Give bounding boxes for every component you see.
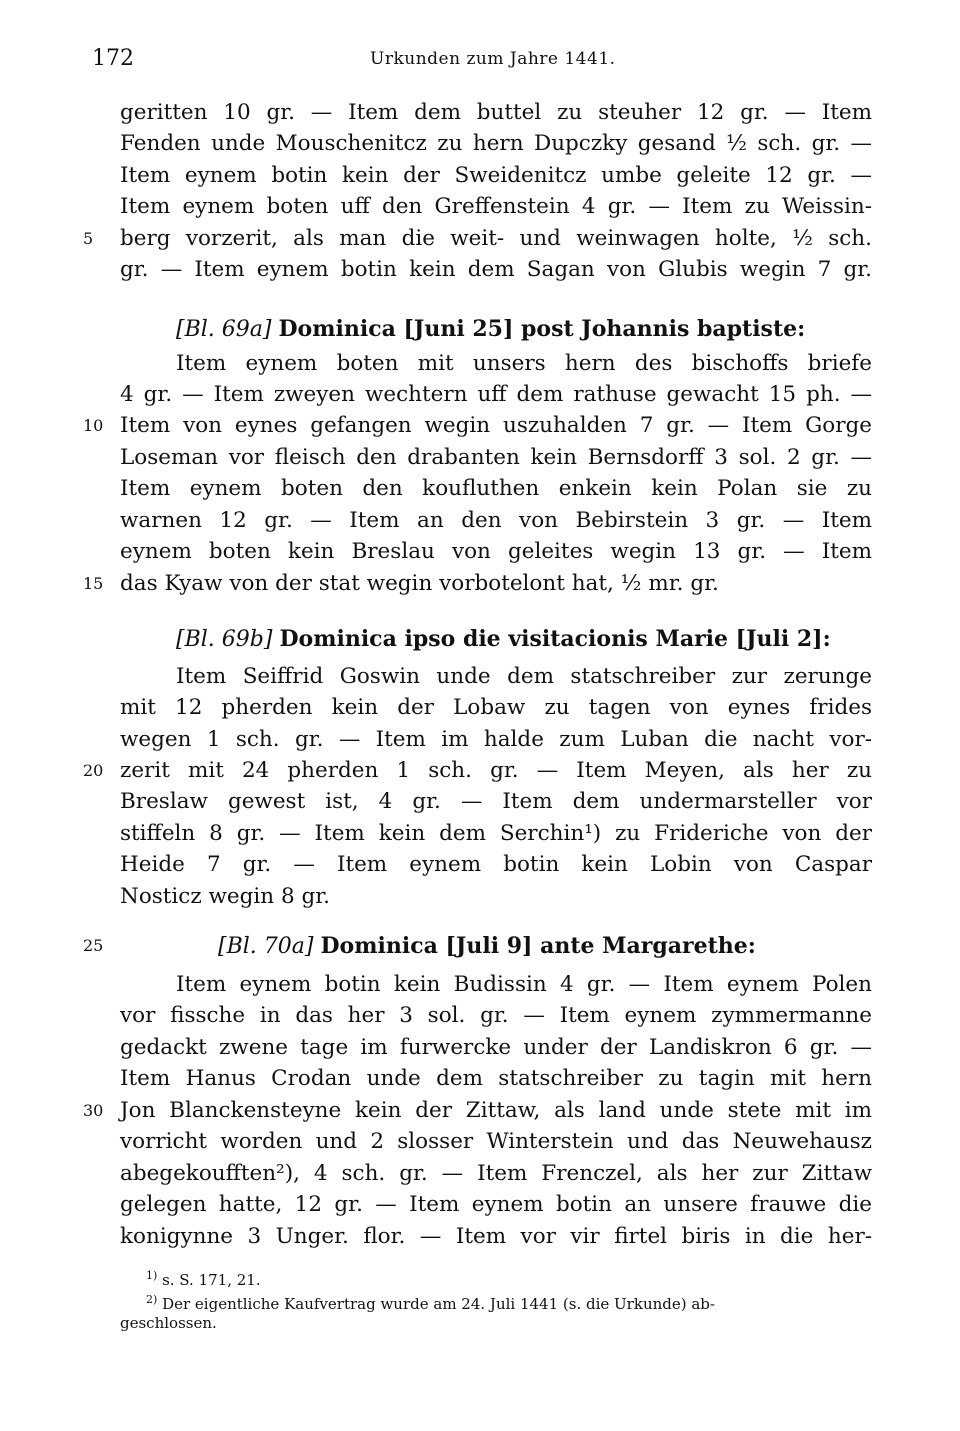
text-line: konigynne 3 Unger. flor. — Item vor vir firtel biris in die her- [120,1224,872,1249]
text-line: abegekoufften²), 4 sch. gr. — Item Frenczel, als her zur Zittaw [120,1161,872,1186]
text-line: gedackt zwene tage im furwercke under der Landiskron 6 gr. — [120,1035,872,1060]
folio-reference: [Bl. 69b] [176,627,273,652]
text-line: das Kyaw von der stat wegin vorbotelont hat, ½ mr. gr. [120,571,719,596]
text-line: Item eynem botin kein der Sweidenitcz umbe geleite 12 gr. — [120,163,872,188]
line-number: 30 [83,1101,104,1120]
footnote-2 [146,1288,715,1316]
text-line: vorricht worden und 2 slosser Winterstein und das Neuwehausz [120,1129,872,1154]
text-line: berg vorzerit, als man die weit- und weinwagen holte, ½ sch. [120,226,872,251]
text-line: Item von eynes gefangen wegin uszuhalden 7 gr. — Item Gorge [120,413,872,438]
text-line: Loseman vor fleisch den drabanten kein Bernsdorff 3 sol. 2 gr. — [120,445,872,470]
section-heading [218,929,756,963]
running-title: Urkunden zum Jahre 1441. [370,49,616,69]
line-number: 25 [83,936,104,955]
footnote-2-continuation: geschlossen. [120,1314,217,1332]
text-line: eynem boten kein Breslau von geleites wegin 13 gr. — Item [120,539,872,564]
text-line: Item eynem boten uff den Greffenstein 4 gr. — Item zu Weissin- [120,194,872,219]
text-line: Item eynem boten den koufluthen enkein kein Polan sie zu [120,476,872,501]
text-line: gr. — Item eynem botin kein dem Sagan von Glubis wegin 7 gr. [120,257,872,282]
text-line: 4 gr. — Item zweyen wechtern uff dem rathuse gewacht 15 ph. — [120,382,872,407]
text-line: stiffeln 8 gr. — Item kein dem Serchin¹) zu Frideriche von der [120,821,872,846]
text-line: mit 12 pherden kein der Lobaw zu tagen von eynes frides [120,695,872,720]
footnote-marker: 2) [146,1293,158,1306]
footnote-text: Der eigentliche Kaufvertrag wurde am 24. Juli 1441 (s. die Urkunde) ab- [162,1295,715,1313]
text-line: Item Hanus Crodan unde dem statschreiber zu tagin mit hern [120,1066,872,1091]
page-number: 172 [92,46,134,71]
section-title: Dominica [Juli 9] ante Margarethe: [320,933,756,959]
text-line: wegen 1 sch. gr. — Item im halde zum Luban die nacht vor- [120,727,872,752]
folio-reference: [Bl. 69a] [176,317,272,342]
text-line: Item eynem botin kein Budissin 4 gr. — Item eynem Polen [176,972,872,997]
text-line: zerit mit 24 pherden 1 sch. gr. — Item Meyen, als her zu [120,758,872,783]
text-line: Breslaw gewest ist, 4 gr. — Item dem undermarsteller vor [120,789,872,814]
text-line: Fenden unde Mouschenitcz zu hern Dupczky gesand ½ sch. gr. — [120,131,872,156]
section-heading [176,312,805,346]
text-line: Heide 7 gr. — Item eynem botin kein Lobin von Caspar [120,852,872,877]
footnote-marker: 1) [146,1269,158,1282]
text-line: warnen 12 gr. — Item an den von Bebirstein 3 gr. — Item [120,508,872,533]
folio-reference: [Bl. 70a] [218,934,314,959]
footnote-text: s. S. 171, 21. [162,1271,261,1289]
section-heading [176,622,831,656]
text-line: geritten 10 gr. — Item dem buttel zu steuher 12 gr. — Item [120,100,872,125]
line-number: 20 [83,761,104,780]
page-header [0,46,960,76]
line-number: 15 [83,574,104,593]
section-title: Dominica [Juni 25] post Johannis baptiste: [278,316,806,342]
text-line: Item Seiffrid Goswin unde dem statschreiber zur zerunge [176,664,872,689]
section-title: Dominica ipso die visitacionis Marie [Juli 2]: [279,626,831,652]
text-line: Item eynem boten mit unsers hern des bischoffs briefe [176,351,872,376]
text-line: Jon Blanckensteyne kein der Zittaw, als land unde stete mit im [120,1098,872,1123]
line-number: 5 [83,229,94,248]
line-number: 10 [83,416,104,435]
text-line: gelegen hatte, 12 gr. — Item eynem botin an unsere frauwe die [120,1192,872,1217]
text-line: vor fissche in das her 3 sol. gr. — Item eynem zymmermanne [120,1003,872,1028]
text-line: Nosticz wegin 8 gr. [120,884,330,909]
